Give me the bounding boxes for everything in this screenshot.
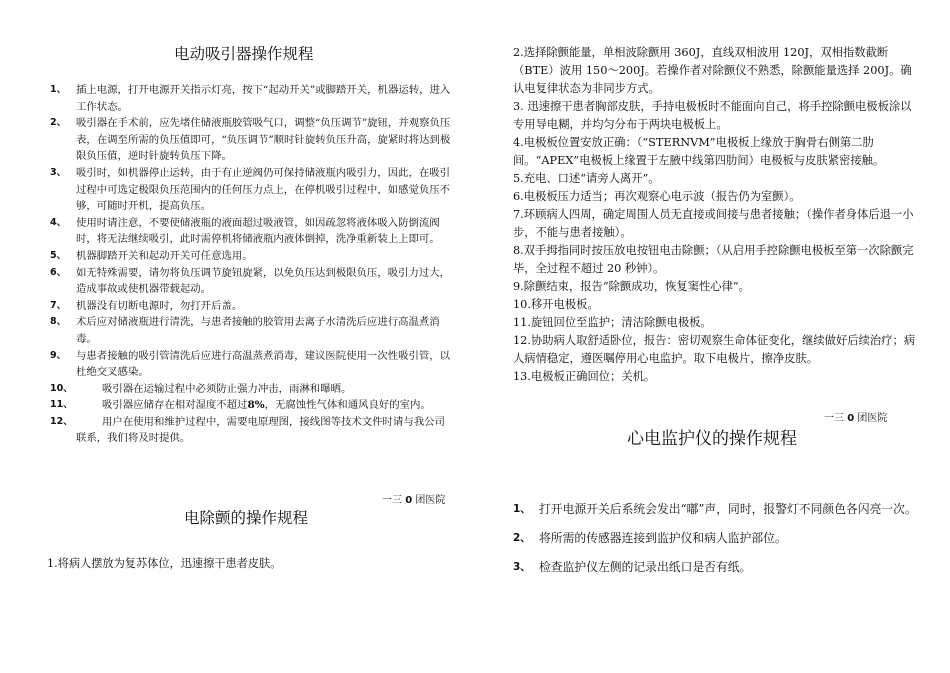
list-item-text: 使用时请注意，不要使储液瓶的液面超过吸液管，如因疏忽将液体吸入防倒流阀时，将无法继续吸引，此时需停机将储液瓶内液体倒掉，洗净重新装上上即可。 [76, 216, 440, 246]
list-item-text [76, 397, 454, 414]
list-item-number: 5、 [50, 249, 67, 261]
defib-signature: 一三 0 团医院 [824, 413, 888, 424]
list-item-number: 8、 [50, 316, 67, 328]
list-item: 13.电极板正确回位；关机。 [513, 370, 656, 383]
list-item: 6.电极板压力适当；再次观察心电示波（报告仍为室颤）。 [513, 190, 801, 203]
list-item-text: 打开电源开关后系统会发出“嘟”声，同时，报警灯不同颜色各闪亮一次。 [539, 502, 917, 516]
list-item-text: 机器没有切断电源时，勿打开后盖。 [76, 299, 243, 312]
list-item: 10.移开电极板。 [513, 298, 599, 311]
list-item [50, 165, 454, 215]
list-item [513, 526, 921, 551]
list-item-number: 7、 [50, 299, 67, 311]
defib-title: 电除颤的操作规程 [184, 509, 309, 527]
list-item [50, 82, 454, 115]
list-item-number: 3、 [513, 561, 531, 573]
list-item: 4.电极板位置安放正确：（“STERNVM”电极板上缘放于胸骨右侧第二肋间。“APEX”电极板上缘置于左腋中线第四肋间）电极板与皮肤紧密接触。 [513, 136, 885, 167]
suction-title: 电动吸引器操作规程 [174, 45, 314, 63]
list-item [50, 265, 454, 298]
list-item-text: 将所需的传感器连接到监护仪和病人监护部位。 [539, 531, 787, 545]
list-item-text: 如无特殊需要，请勿将负压调节旋钮旋紧，以免负压达到极限负压，吸引力过大，造成事故或使机器带载起动。 [76, 266, 451, 296]
list-item-text-bold: 8% [247, 399, 265, 412]
list-item-number: 1、 [50, 84, 67, 95]
list-item: 8.双手拇指同时按压放电按钮电击除颤；（从启用手控除颤电极板至第一次除颤完毕，全过程不超过 20 秒钟）。 [513, 244, 914, 275]
list-item: 7.环顾病人四周，确定周围人员无直接或间接与患者接触；（操作者身体后退一小步，不能与患者接触）。 [513, 208, 914, 239]
list-item-text: 用户在使用和维护过程中，需要电原理图，接线图等技术文件时请与我公司联系，我们将及时提供。 [76, 415, 445, 445]
list-item: 12.协助病人取舒适卧位，报告：密切观察生命体征变化，继续做好后续治疗；病人病情稳定，遵医嘱停用心电监护。取下电极片，擦净皮肤。 [513, 334, 916, 365]
list-item: 5.充电、口述“请旁人离开”。 [513, 172, 660, 185]
list-item-number: 4、 [50, 216, 67, 228]
list-item [50, 298, 454, 315]
list-item [513, 497, 921, 522]
list-item-number: 9、 [50, 349, 67, 361]
defib-procedure-list [513, 44, 921, 386]
list-item: 2.选择除颤能量，单相波除颤用 360J，直线双相波用 120J，双相指数截断（BTE）波用 150～200J。若操作者对除颤仪不熟悉，除颤能量选择 200J。确认电复律状态为非同步方式。 [513, 46, 912, 95]
list-item-number: 1、 [513, 503, 531, 515]
list-item-text: 检查监护仪左侧的记录出纸口是否有纸。 [539, 560, 752, 574]
list-item-number: 3、 [50, 166, 67, 178]
list-item-text: 吸引器在手术前，应先堵住储液瓶胶管吸气口，调整“负压调节”旋钮，并观察负压表，在调至所需的负压值即可，“负压调节”顺时针旋转负压升高，旋紧时将达到极限负压值，逆时针旋转负压下降。 [76, 117, 451, 163]
list-item-text: 术后应对储液瓶进行清洗，与患者接触的胶管用去离子水清洗后应进行高温煮消毒。 [76, 316, 440, 345]
list-item-text-part: ，无腐蚀性气体和通风良好的室内。 [264, 399, 431, 412]
list-item-number: 2、 [50, 117, 67, 129]
list-item-text: 与患者接触的吸引管清洗后应进行高温蒸煮消毒，建议医院使用一次性吸引管，以杜绝交叉感染。 [76, 349, 451, 379]
list-item: 3. 迅速擦干患者胸部皮肤，手持电极板时不能面向自己，将手控除颤电极板涂以专用导电糊，并均匀分布于两块电极板上。 [513, 100, 912, 131]
list-item [50, 381, 454, 398]
list-item-text: 插上电源，打开电源开关指示灯亮，按下“起动开关”或脚踏开关，机器运转，进入工作状态。 [76, 84, 451, 113]
list-item: 9.除颤结束，报告“除颤成功，恢复窦性心律”。 [513, 280, 750, 293]
list-item-number: 6、 [50, 266, 67, 278]
list-item-text: 机器脚踏开关和起动开关可任意选用。 [76, 249, 253, 262]
list-item-text-part: 吸引器应储存在相对湿度不超过 [102, 399, 248, 412]
list-item-number: 12、 [50, 415, 73, 427]
list-item-number: 2、 [513, 532, 531, 544]
suction-procedure-list [50, 82, 454, 447]
monitor-procedure-list [513, 497, 921, 584]
list-item [50, 215, 454, 248]
list-item [50, 397, 454, 414]
monitor-title: 心电监护仪的操作规程 [627, 429, 797, 449]
suction-signature: 一三 0 团医院 [382, 495, 446, 506]
list-item [50, 348, 454, 381]
list-item [50, 414, 454, 447]
list-item-text: 吸引时，如机器停止运转，由于有止逆阀仍可保持储液瓶内吸引力，因此，在吸引过程中可选定极限负压范围内的任何压力点上，在停机吸引过程中，如感觉负压不够，可随时开机，提高负压。 [76, 166, 451, 213]
list-item-number: 11、 [50, 399, 73, 411]
list-item [513, 555, 921, 580]
list-item [50, 314, 454, 347]
list-item [50, 248, 454, 265]
list-item-text: 吸引器在运输过程中必须防止强力冲击，雨淋和曝晒。 [102, 382, 352, 395]
defib-step-1: 1.将病人摆放为复苏体位，迅速擦干患者皮肤。 [47, 557, 282, 570]
list-item-number: 10、 [50, 382, 73, 394]
list-item [50, 115, 454, 165]
list-item: 11.旋钮回位至监护；清洁除颤电极板。 [513, 316, 712, 329]
